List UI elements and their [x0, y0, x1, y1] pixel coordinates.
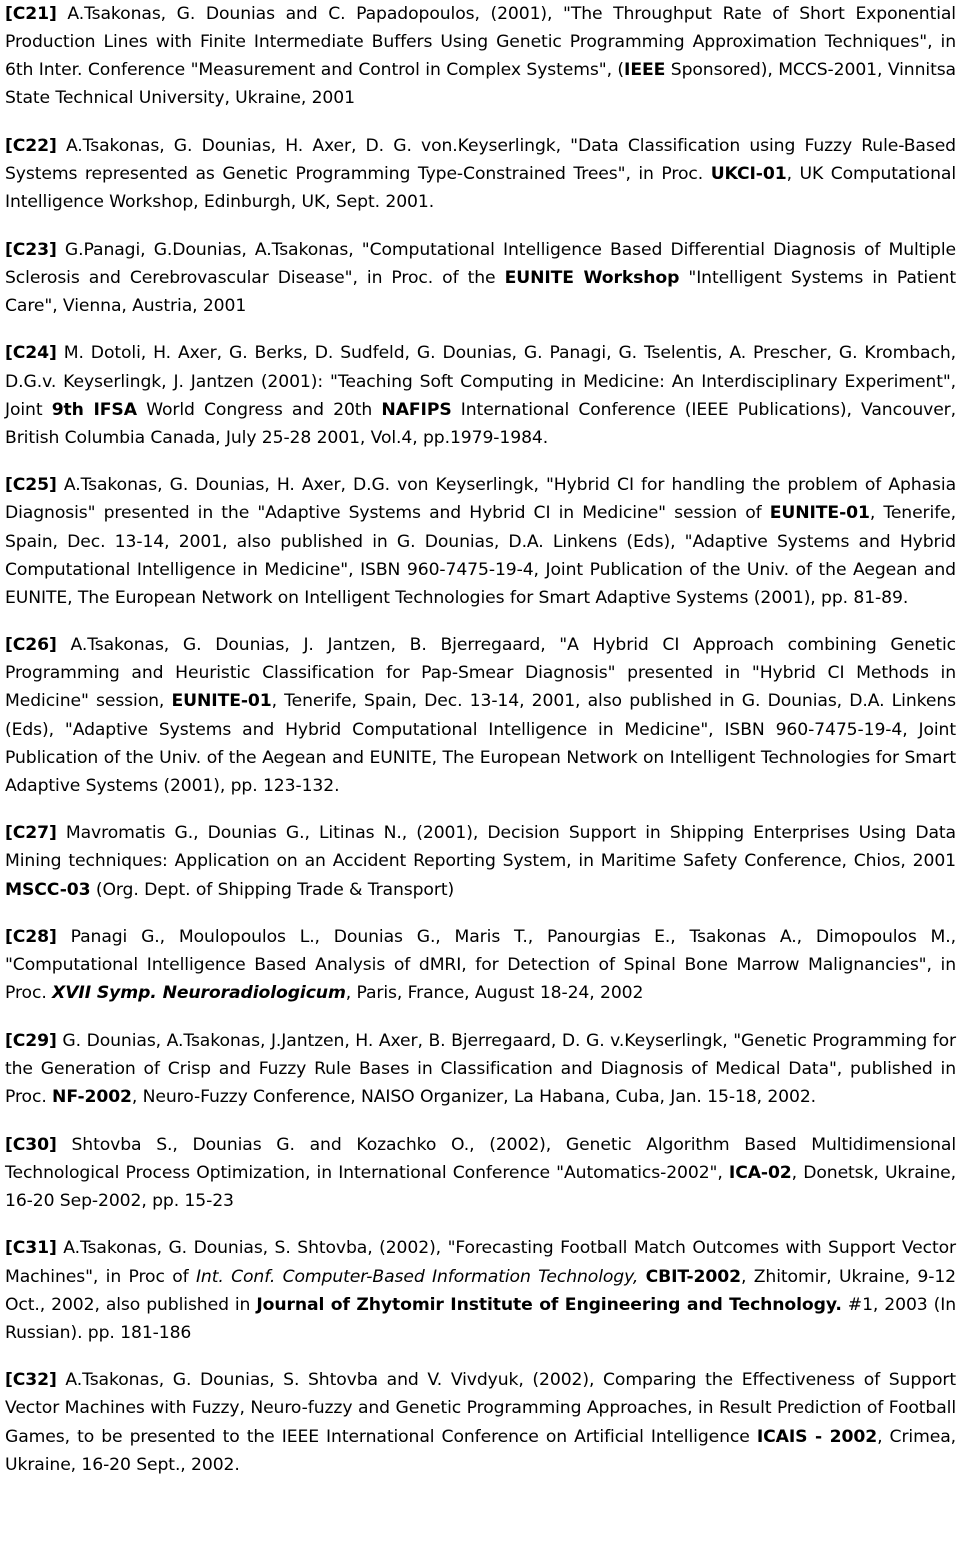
- reference-text: , Donetsk, Ukraine, 16-20 Sep-2002, pp. 15-23: [5, 1162, 956, 1211]
- reference-text: , Crimea, Ukraine, 16-20 Sept., 2002.: [5, 1426, 956, 1475]
- reference-entry: [5, 631, 956, 800]
- reference-text: , Neuro-Fuzzy Conference, NAISO Organizer, La Habana, Cuba, Jan. 15-18, 2002.: [131, 1087, 817, 1108]
- reference-text: [638, 1267, 645, 1287]
- reference-text: XVII Symp. Neuroradiologicum: [52, 983, 346, 1004]
- reference-number: [C28]: [5, 927, 57, 948]
- reference-text: Sponsored), MCCS-2001, Vinnitsa State Technical University, Ukraine, 2001: [5, 60, 956, 109]
- reference-text: A.Tsakonas, G. Dounias, H. Axer, D. G. von.Keyserlingk, "Data Classification using Fuzzy Rule-Based Systems represented as Genetic Programming Type-Constrained Trees", in Proc.: [5, 135, 956, 184]
- reference-text: Shtovba S., Dounias G. and Kozachko O., (2002), Genetic Algorithm Based Multidimensional Technological Process Optimization, in International Conference "Automatics-2002",: [5, 1134, 956, 1183]
- reference-text: IEEE: [624, 60, 666, 81]
- reference-entry: [5, 1027, 956, 1111]
- reference-text: M. Dotoli, H. Axer, G. Berks, D. Sudfeld, G. Dounias, G. Panagi, G. Tselentis, A. Prescher, G. Krombach, D.G.v. Keyserlingk, J. Jantzen (2001): "Teaching Soft Computing in Medicine: An Interdisciplinary Experiment", Joint: [5, 343, 956, 420]
- reference-entry: [5, 923, 956, 1007]
- reference-text: International Conference (IEEE Publications), Vancouver, British Columbia Canada, July 25-28 2001, Vol.4, pp.1979-1984.: [5, 399, 957, 448]
- reference-text: Journal of Zhytomir Institute of Engineering and Technology.: [256, 1294, 842, 1315]
- reference-text: Mavromatis G., Dounias G., Litinas N., (2001), Decision Support in Shipping Enterprises Using Data Mining techniques: Application on an Accident Reporting System, in Maritime Safety Conference, Chios, 2001: [5, 823, 956, 872]
- reference-text: A.Tsakonas, G. Dounias and C. Papadopoulos, (2001), "The Throughput Rate of Short Exponential Production Lines with Finite Intermediate Buffers Using Genetic Programming Approximation Techniques", in 6th Inter. Conference "Measurement and Control in Complex Systems", (: [5, 4, 956, 81]
- reference-text: A.Tsakonas, G. Dounias, S. Shtovba and V. Vivdyuk, (2002), Comparing the Effectiveness of Support Vector Machines with Fuzzy, Neuro-fuzzy and Genetic Programming Approaches, in Result Prediction of Football Games, to be presented to the IEEE International Conference on Artificial Intelligence: [5, 1370, 956, 1447]
- reference-text: EUNITE-01: [769, 503, 870, 524]
- reference-entry: [5, 0, 956, 112]
- reference-text: G. Dounias, A.Tsakonas, J.Jantzen, H. Axer, B. Bjerregaard, D. G. v.Keyserlingk, "Genetic Programming for the Generation of Crisp and Fuzzy Rule Bases in Classification and Diagnosis of Medical Data", published in Proc.: [5, 1030, 956, 1108]
- reference-text: "Intelligent Systems in Patient Care", Vienna, Austria, 2001: [5, 267, 956, 316]
- reference-text: CBIT-2002: [645, 1266, 741, 1287]
- reference-text: , Zhitomir, Ukraine, 9-12 Oct., 2002, also published in: [5, 1266, 956, 1315]
- reference-entry: [5, 236, 956, 320]
- reference-number: [C26]: [5, 635, 57, 656]
- reference-text: EUNITE Workshop: [504, 267, 680, 288]
- reference-number: [C22]: [5, 135, 57, 156]
- reference-text: EUNITE-01: [171, 691, 272, 712]
- reference-number: [C24]: [5, 343, 57, 364]
- reference-text: UKCI-01: [710, 163, 787, 184]
- reference-number: [C27]: [5, 823, 57, 844]
- reference-number: [C21]: [5, 4, 57, 24]
- reference-text: NAFIPS: [381, 399, 452, 420]
- reference-text: Panagi G., Moulopoulos L., Dounias G., Maris T., Panourgias E., Tsakonas A., Dimopoulos M., "Computational Intelligence Based Analysis of dMRI, for Detection of Spinal Bone Marrow Malignancies", in Proc.: [5, 927, 956, 1004]
- reference-text: , Paris, France, August 18-24, 2002: [345, 983, 644, 1004]
- reference-entry: [5, 1131, 956, 1215]
- reference-text: G.Panagi, G.Dounias, A.Tsakonas, "Computational Intelligence Based Differential Diagnosis of Multiple Sclerosis and Cerebrovascular Disease", in Proc. of the: [5, 239, 956, 288]
- reference-number: [C30]: [5, 1134, 57, 1155]
- reference-number: [C25]: [5, 475, 57, 496]
- reference-text: ICAIS - 2002: [756, 1426, 878, 1447]
- reference-text: , Tenerife, Spain, Dec. 13-14, 2001, also published in G. Dounias, D.A. Linkens (Eds), "Adaptive Systems and Hybrid Computational Intelligence in Medicine", ISBN 960-7475-19-4, Joint Publication of the Univ. of the Aegean and EUNITE, The European Network on Intelligent Technologies for Smart Adaptive Systems (2001), pp. 81-89.: [5, 503, 956, 608]
- reference-text: , Tenerife, Spain, Dec. 13-14, 2001, also published in G. Dounias, D.A. Linkens (Eds), "Adaptive Systems and Hybrid Computational Intelligence in Medicine", ISBN 960-7475-19-4, Joint Publication of the Univ. of the Aegean and EUNITE, The European Network on Intelligent Technologies for Smart Adaptive Systems (2001), pp. 123-132.: [5, 691, 956, 796]
- reference-text: ICA-02: [728, 1162, 792, 1183]
- reference-number: [C31]: [5, 1238, 57, 1259]
- reference-entry: [5, 819, 956, 903]
- reference-text: NF-2002: [52, 1087, 132, 1108]
- reference-text: , UK Computational Intelligence Workshop, Edinburgh, UK, Sept. 2001.: [5, 163, 956, 213]
- reference-text: World Congress and 20th: [136, 399, 382, 420]
- reference-text: A.Tsakonas, G. Dounias, H. Axer, D.G. von Keyserlingk, "Hybrid CI for handling the problem of Aphasia Diagnosis" presented in the "Adaptive Systems and Hybrid CI in Medicine" session of: [5, 475, 956, 524]
- reference-number: [C32]: [5, 1370, 57, 1391]
- reference-text: Int. Conf. Computer-Based Information Technology,: [195, 1266, 639, 1287]
- reference-text: A.Tsakonas, G. Dounias, S. Shtovba, (2002), "Forecasting Football Match Outcomes with Support Vector Machines", in Proc of: [5, 1238, 956, 1287]
- reference-text: #1, 2003 (In Russian). pp. 181-186: [5, 1294, 956, 1343]
- reference-entry: [5, 339, 956, 451]
- reference-entry: [5, 132, 956, 216]
- reference-text: MSCC-03: [5, 879, 91, 900]
- reference-entry: [5, 1234, 956, 1346]
- reference-text: A.Tsakonas, G. Dounias, J. Jantzen, B. Bjerregaard, "A Hybrid CI Approach combining Genetic Programming and Heuristic Classification for Pap-Smear Diagnosis" presented in "Hybrid CI Methods in Medicine" session,: [5, 635, 956, 712]
- reference-entry: [5, 1366, 956, 1478]
- reference-number: [C23]: [5, 239, 57, 260]
- reference-entry: [5, 471, 956, 611]
- reference-text: (Org. Dept. of Shipping Trade & Transport): [90, 879, 455, 900]
- reference-text: 9th IFSA: [51, 399, 137, 420]
- reference-number: [C29]: [5, 1030, 57, 1051]
